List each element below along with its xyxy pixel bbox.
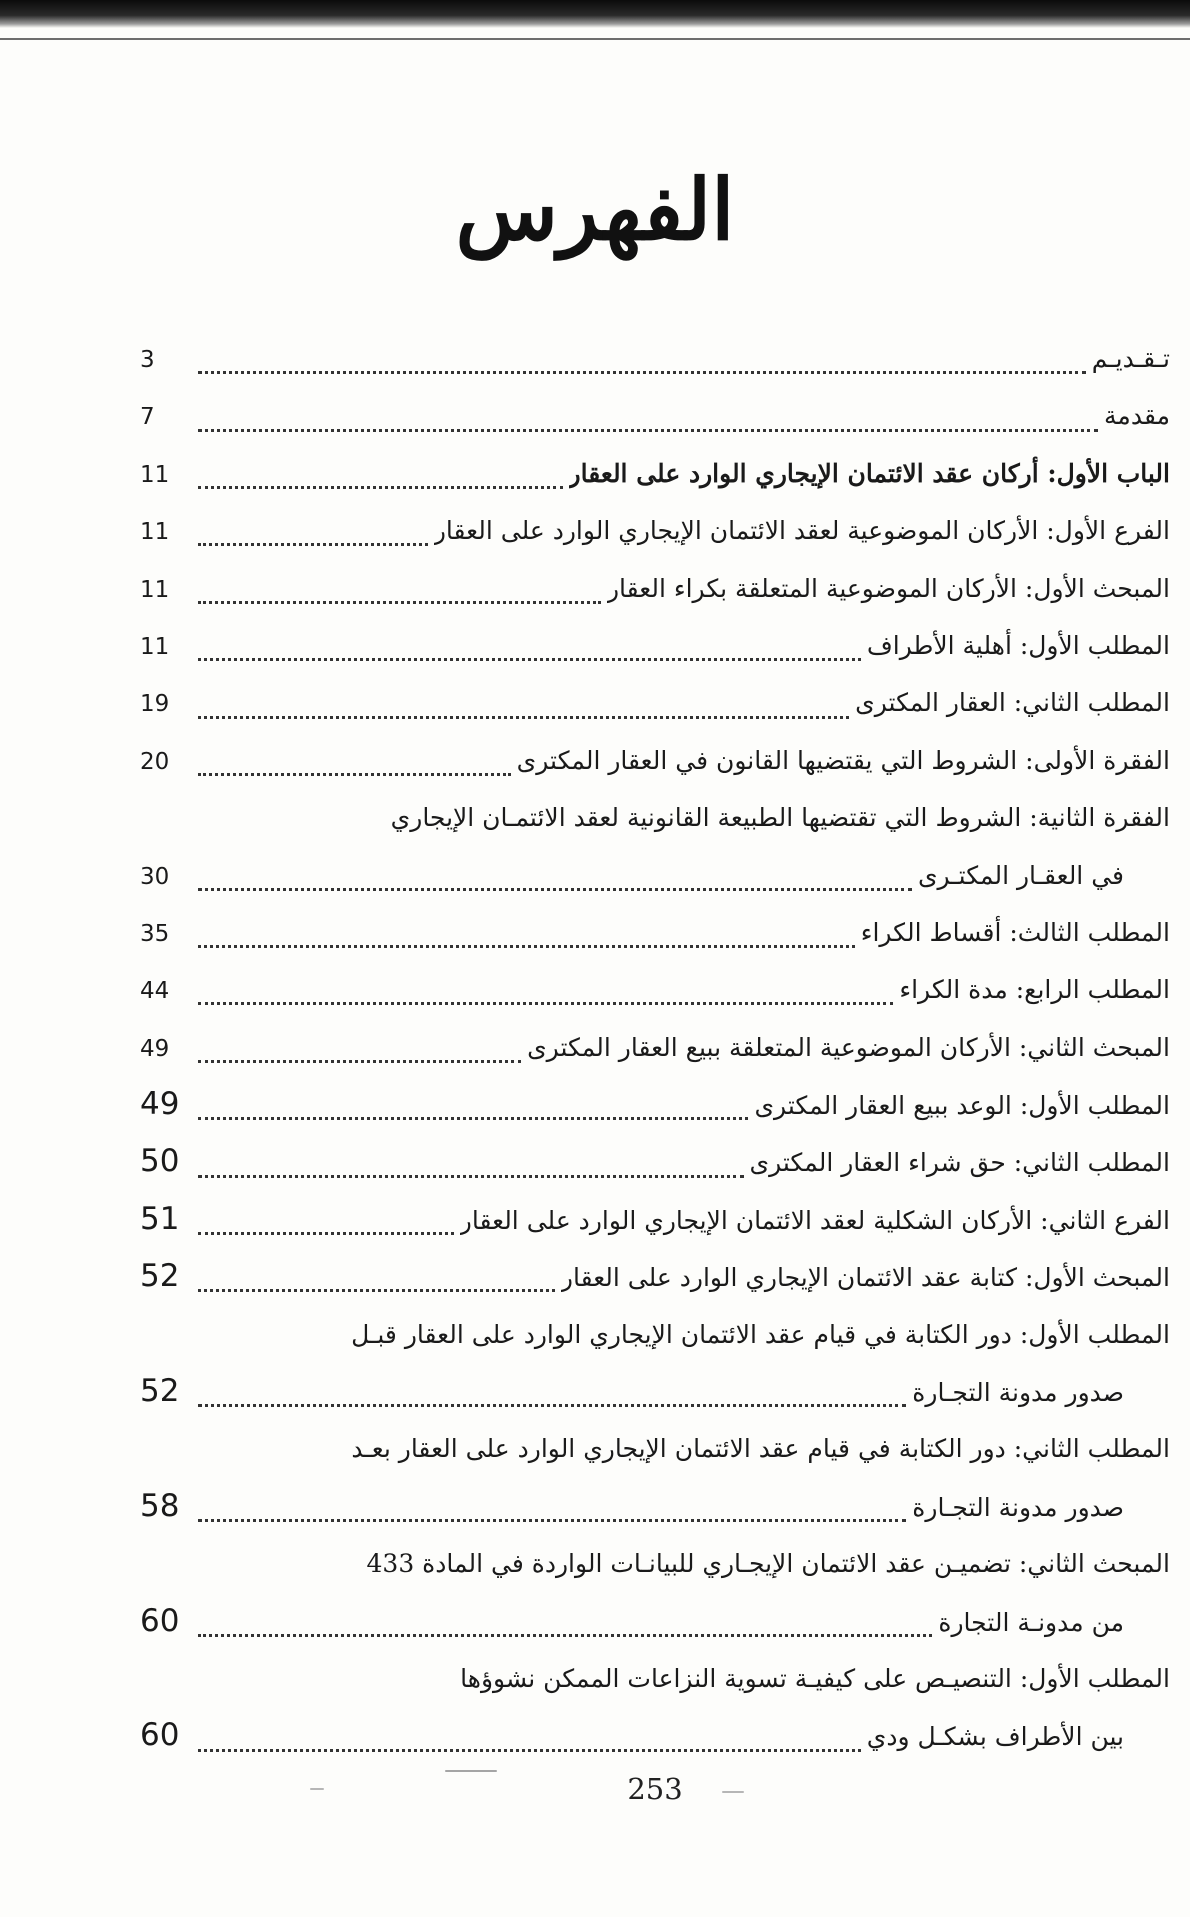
scan-top-edge: [0, 0, 1190, 28]
toc-entry-title: المبحث الثاني: الأركان الموضوعية المتعلقة ببيع العقار المكترى: [527, 1032, 1170, 1062]
toc-leader-dots: [198, 1519, 906, 1522]
toc-entry: [140, 1535, 1170, 1650]
toc-entry-title: المطلب الثاني: حق شراء العقار المكترى: [749, 1148, 1170, 1178]
toc-entry-line: [140, 1248, 1170, 1305]
toc-page-number: 19: [140, 691, 170, 718]
toc-page-number: 20: [140, 748, 170, 775]
toc-entry: [140, 674, 1170, 731]
toc-entry-line: [140, 904, 1170, 961]
toc-entry-line: [140, 674, 1170, 731]
toc-entry: [140, 1191, 1170, 1248]
toc-leader-dots: [198, 1060, 521, 1063]
toc-entry: [140, 1420, 1170, 1535]
toc-entry-title: صدور مدونة التجـارة: [912, 1492, 1124, 1522]
toc-entry-title: الباب الأول: أركان عقد الائتمان الإيجاري الوارد على العقار: [568, 458, 1170, 488]
toc-leader-dots: [198, 1002, 893, 1005]
toc-page-number: 49: [140, 1035, 170, 1062]
toc-entry: [140, 1306, 1170, 1421]
toc-leader-dots: [198, 601, 601, 604]
toc-entry-title: المطلب الثاني: العقار المكترى: [855, 688, 1170, 718]
table-of-contents: [140, 330, 1170, 1765]
toc-page-number: 52: [140, 1258, 180, 1295]
toc-leader-dots: [198, 429, 1098, 432]
toc-leader-dots: [198, 543, 428, 546]
toc-entry-line-continued: [140, 1420, 1170, 1477]
toc-entry-line: [140, 1478, 1170, 1535]
toc-page-number: 11: [140, 519, 170, 546]
toc-page-number: 51: [140, 1200, 180, 1237]
toc-entry-line-continued: [140, 1650, 1170, 1707]
toc-entry-line: [140, 1019, 1170, 1076]
toc-leader-dots: [198, 486, 563, 489]
toc-leader-dots: [198, 1175, 744, 1178]
toc-entry-line: [140, 330, 1170, 387]
toc-page-number: 7: [140, 404, 155, 431]
toc-entry-title: المطلب الأول: الوعد ببيع العقار المكترى: [754, 1091, 1170, 1121]
toc-entry-title: الفرع الثاني: الأركان الشكلية لعقد الائتمان الإيجاري الوارد على العقار: [459, 1205, 1170, 1235]
toc-page-number: 30: [140, 863, 170, 890]
toc-entry: [140, 560, 1170, 617]
toc-entry: [140, 904, 1170, 961]
toc-entry: [140, 330, 1170, 387]
toc-leader-dots: [198, 658, 861, 661]
toc-leader-dots: [198, 888, 912, 891]
toc-entry: [140, 1019, 1170, 1076]
page-number: 253: [627, 1772, 683, 1806]
toc-entry-line: [140, 445, 1170, 502]
toc-page-number: 11: [140, 633, 170, 660]
toc-page-number: 58: [140, 1487, 180, 1524]
toc-entry-title: الفقرة الثانية: الشروط التي تقتضيها الطبيعة القانونية لعقد الائتمـان الإيجاري: [390, 803, 1170, 833]
toc-page-number: 49: [140, 1086, 180, 1123]
toc-entry-title: المطلب الأول: دور الكتابة في قيام عقد الائتمان الإيجاري الوارد على العقار قبـل: [351, 1319, 1170, 1349]
toc-entry-line: [140, 1363, 1170, 1420]
toc-entry-line: [140, 961, 1170, 1018]
toc-entry: [140, 387, 1170, 444]
toc-entry-line-continued: [140, 789, 1170, 846]
toc-entry-title: تـقـديـم: [1091, 344, 1170, 373]
toc-entry-title: من مدونـة التجارة: [938, 1607, 1124, 1637]
toc-entry-title: المبحث الثاني: تضميـن عقد الائتمان الإيجـاري للبيانـات الواردة في المادة 433: [366, 1549, 1170, 1579]
toc-entry: [140, 1650, 1170, 1765]
toc-entry-line: [140, 1191, 1170, 1248]
toc-entry-title: المطلب الثاني: دور الكتابة في قيام عقد الائتمان الإيجاري الوارد على العقار بعـد: [351, 1434, 1170, 1464]
toc-entry-title: المطلب الأول: التنصيـص على كيفيـة تسوية النزاعات الممكن نشوؤها: [460, 1663, 1170, 1693]
toc-entry: [140, 502, 1170, 559]
toc-entry-title: المبحث الأول: الأركان الموضوعية المتعلقة بكراء العقار: [606, 573, 1170, 603]
toc-page-number: 44: [140, 978, 170, 1005]
toc-page-number: 50: [140, 1143, 180, 1180]
toc-leader-dots: [198, 1749, 861, 1752]
toc-entry-title: مقدمة: [1104, 401, 1170, 431]
toc-entry-title: المبحث الأول: كتابة عقد الائتمان الإيجاري الوارد على العقار: [560, 1263, 1170, 1293]
toc-entry: [140, 961, 1170, 1018]
toc-entry-title: المطلب الأول: أهلية الأطراف: [866, 630, 1170, 660]
toc-leader-dots: [198, 1117, 748, 1120]
toc-entry-title: المطلب الرابع: مدة الكراء: [899, 975, 1170, 1005]
toc-entry-line: [140, 732, 1170, 789]
toc-leader-dots: [198, 716, 849, 719]
toc-entry-line-continued: [140, 1535, 1170, 1592]
toc-entry-title: الفقرة الأولى: الشروط التي يقتضيها القانون في العقار المكترى: [516, 745, 1170, 775]
toc-entry-line: [140, 502, 1170, 559]
toc-entry: [140, 732, 1170, 789]
toc-entry-line: [140, 1593, 1170, 1650]
toc-page-number: 3: [140, 347, 155, 373]
toc-page-number: 60: [140, 1717, 180, 1754]
toc-leader-dots: [198, 1404, 906, 1407]
toc-entry: [140, 617, 1170, 674]
toc-entry-title: المطلب الثالث: أقساط الكراء: [860, 917, 1170, 947]
toc-entry-title: بين الأطراف بشكـل ودي: [866, 1722, 1124, 1752]
toc-leader-dots: [198, 945, 855, 948]
toc-entry-line: [140, 560, 1170, 617]
toc-entry-line: [140, 1076, 1170, 1133]
toc-entry-title: في العقـار المكتـرى: [917, 860, 1124, 890]
toc-page-number: 11: [140, 576, 170, 603]
toc-entry: [140, 1133, 1170, 1190]
toc-leader-dots: [198, 1232, 454, 1235]
toc-entry-line: [140, 387, 1170, 444]
toc-entry-line: [140, 847, 1170, 904]
toc-entry-title: صدور مدونة التجـارة: [912, 1378, 1124, 1408]
toc-page-number: 60: [140, 1602, 180, 1639]
toc-page-number: 11: [140, 461, 170, 488]
toc-entry-line-continued: [140, 1306, 1170, 1363]
toc-entry-line: [140, 1133, 1170, 1190]
toc-entry: [140, 1076, 1170, 1133]
toc-entry: [140, 445, 1170, 502]
toc-leader-dots: [198, 773, 511, 776]
toc-leader-dots: [198, 1289, 555, 1292]
toc-entry-line: [140, 1707, 1170, 1764]
toc-entry: [140, 789, 1170, 904]
toc-entry: [140, 1248, 1170, 1305]
toc-page-number: 35: [140, 920, 170, 947]
toc-leader-dots: [198, 371, 1086, 374]
page-title: الفهرس: [455, 160, 735, 259]
toc-entry-line: [140, 617, 1170, 674]
toc-page-number: 52: [140, 1373, 180, 1410]
toc-leader-dots: [198, 1634, 932, 1637]
toc-entry-title: الفرع الأول: الأركان الموضوعية لعقد الائتمان الإيجاري الوارد على العقار: [433, 516, 1170, 546]
scan-top-rule: [0, 38, 1190, 40]
